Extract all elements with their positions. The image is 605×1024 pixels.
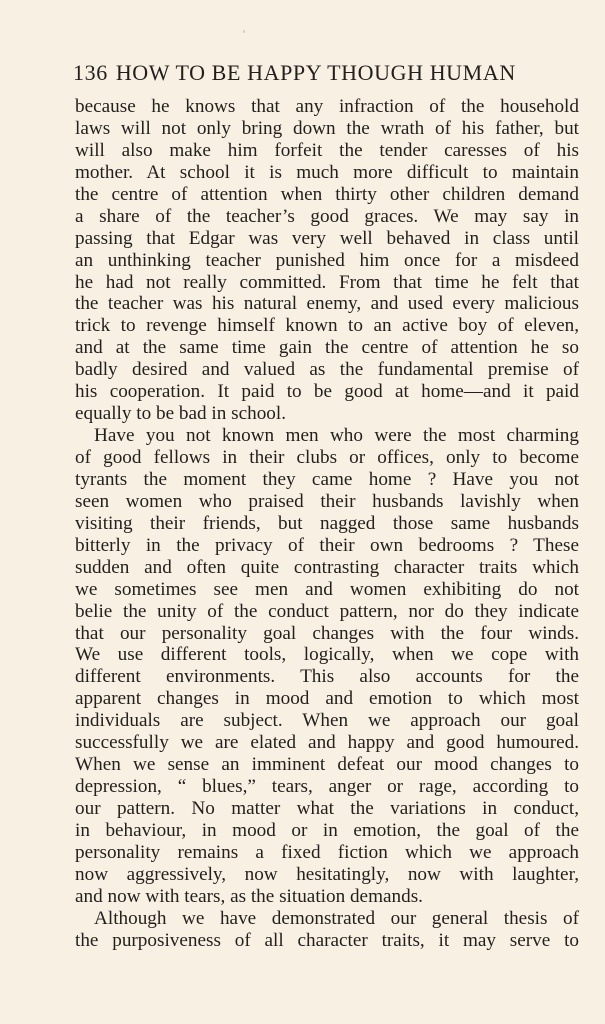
paragraph-start-line: Although we have demonstrated our general thesis of (94, 907, 579, 929)
text-line: successfully we are elated and happy and good humoured. (75, 732, 579, 754)
text-line: a share of the teacher’s good graces. We may say in (75, 205, 579, 227)
text-line: passing that Edgar was very well behaved in class until (75, 227, 579, 249)
text-line: the teacher was his natural enemy, and used every malicious (75, 293, 579, 315)
text-line: our pattern. No matter what the variations in conduct, (75, 798, 579, 819)
text-line: badly desired and valued as the fundamental premise of (75, 359, 579, 381)
page-number: 136 (73, 60, 108, 85)
text-line: that our personality goal changes with the four winds. (75, 622, 579, 644)
text-line: he had not really committed. From that time he felt that (75, 271, 579, 293)
text-line: in behaviour, in mood or in emotion, the goal of the (75, 819, 579, 841)
text-line: seen women who praised their husbands lavishly when (75, 490, 579, 512)
paragraph-start-line: Have you not known men who were the most charming (94, 425, 579, 447)
paragraph-end-line: and now with tears, as the situation demands. (75, 885, 423, 907)
text-line: because he knows that any infraction of the household (75, 96, 579, 117)
paper-speck (243, 30, 245, 33)
text-line: laws will not only bring down the wrath of his father, but (75, 117, 579, 139)
text-line: visiting their friends, but nagged those same husbands (75, 512, 579, 534)
text-line: different environments. This also accounts for the (75, 666, 579, 688)
text-line: the purposiveness of all character traits, it may serve to (75, 929, 579, 951)
text-line: apparent changes in mood and emotion to which most (75, 688, 579, 710)
text-line: now aggressively, now hesitatingly, now with laughter, (75, 863, 579, 885)
text-line: When we sense an imminent defeat our mood changes to (75, 754, 579, 776)
text-line: individuals are subject. When we approach our goal (75, 710, 579, 732)
text-line: his cooperation. It paid to be good at home—and it paid (75, 381, 579, 403)
paragraph-end-line: equally to be bad in school. (75, 403, 287, 425)
text-line: we sometimes see men and women exhibiting do not (75, 578, 579, 600)
running-head (73, 60, 583, 90)
text-line: depression, “ blues,” tears, anger or rage, according to (75, 776, 579, 798)
text-line: will also make him forfeit the tender caresses of his (75, 139, 579, 161)
text-line: the centre of attention when thirty other children demand (75, 183, 579, 205)
body-text (75, 96, 579, 952)
text-line: bitterly in the privacy of their own bedrooms ? These (75, 534, 579, 556)
text-line: and at the same time gain the centre of attention he so (75, 337, 579, 359)
text-line: belie the unity of the conduct pattern, nor do they indicate (75, 600, 579, 622)
text-line: tyrants the moment they came home ? Have you not (75, 468, 579, 490)
text-line: mother. At school it is much more difficult to maintain (75, 161, 579, 183)
running-title: HOW TO BE HAPPY THOUGH HUMAN (115, 60, 516, 85)
text-line: We use different tools, logically, when we cope with (75, 644, 579, 666)
text-line: of good fellows in their clubs or offices, only to become (75, 447, 579, 468)
text-line: an unthinking teacher punished him once for a misdeed (75, 249, 579, 271)
text-line: sudden and often quite contrasting character traits which (75, 556, 579, 578)
text-line: trick to revenge himself known to an active boy of eleven, (75, 315, 579, 337)
text-line: personality remains a fixed fiction which we approach (75, 841, 579, 863)
